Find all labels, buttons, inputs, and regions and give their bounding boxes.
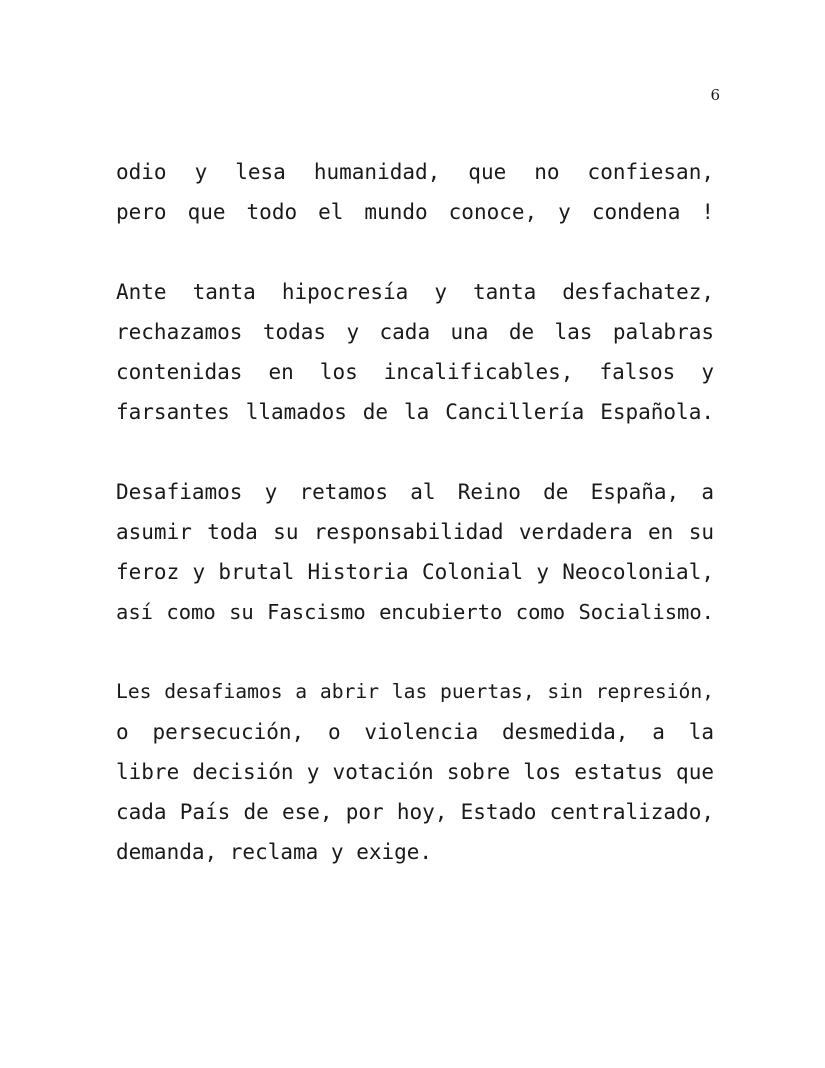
text-line: pero que todo el mundo conoce, y condena ! <box>116 200 714 224</box>
text-line: así como su Fascismo encubierto como Socialismo. <box>116 600 714 624</box>
text-line: rechazamos todas y cada una de las palabras <box>116 320 714 344</box>
text-line: asumir toda su responsabilidad verdadera en su <box>116 520 714 544</box>
text-line: Les desafiamos a abrir las puertas, sin represión, <box>116 680 714 703</box>
text-line: Ante tanta hipocresía y tanta desfachatez, <box>116 280 714 304</box>
text-line: cada País de ese, por hoy, Estado centralizado, <box>116 800 714 824</box>
page-number: 6 <box>710 86 720 104</box>
text-line: feroz y brutal Historia Colonial y Neocolonial, <box>116 560 714 584</box>
text-line: contenidas en los incalificables, falsos y <box>116 360 714 384</box>
paragraph-4 <box>116 672 714 872</box>
text-line: demanda, reclama y exige. <box>116 840 433 864</box>
text-line: odio y lesa humanidad, que no confiesan, <box>116 160 714 184</box>
paragraph-2 <box>116 272 714 432</box>
text-line: Desafiamos y retamos al Reino de España, a <box>116 480 714 504</box>
paragraph-1 <box>116 152 714 232</box>
paragraph-3 <box>116 472 714 632</box>
text-line: o persecución, o violencia desmedida, a la <box>116 720 714 744</box>
text-line: farsantes llamados de la Cancillería Española. <box>116 400 714 424</box>
document-body <box>116 152 714 912</box>
text-line: libre decisión y votación sobre los estatus que <box>116 760 714 784</box>
